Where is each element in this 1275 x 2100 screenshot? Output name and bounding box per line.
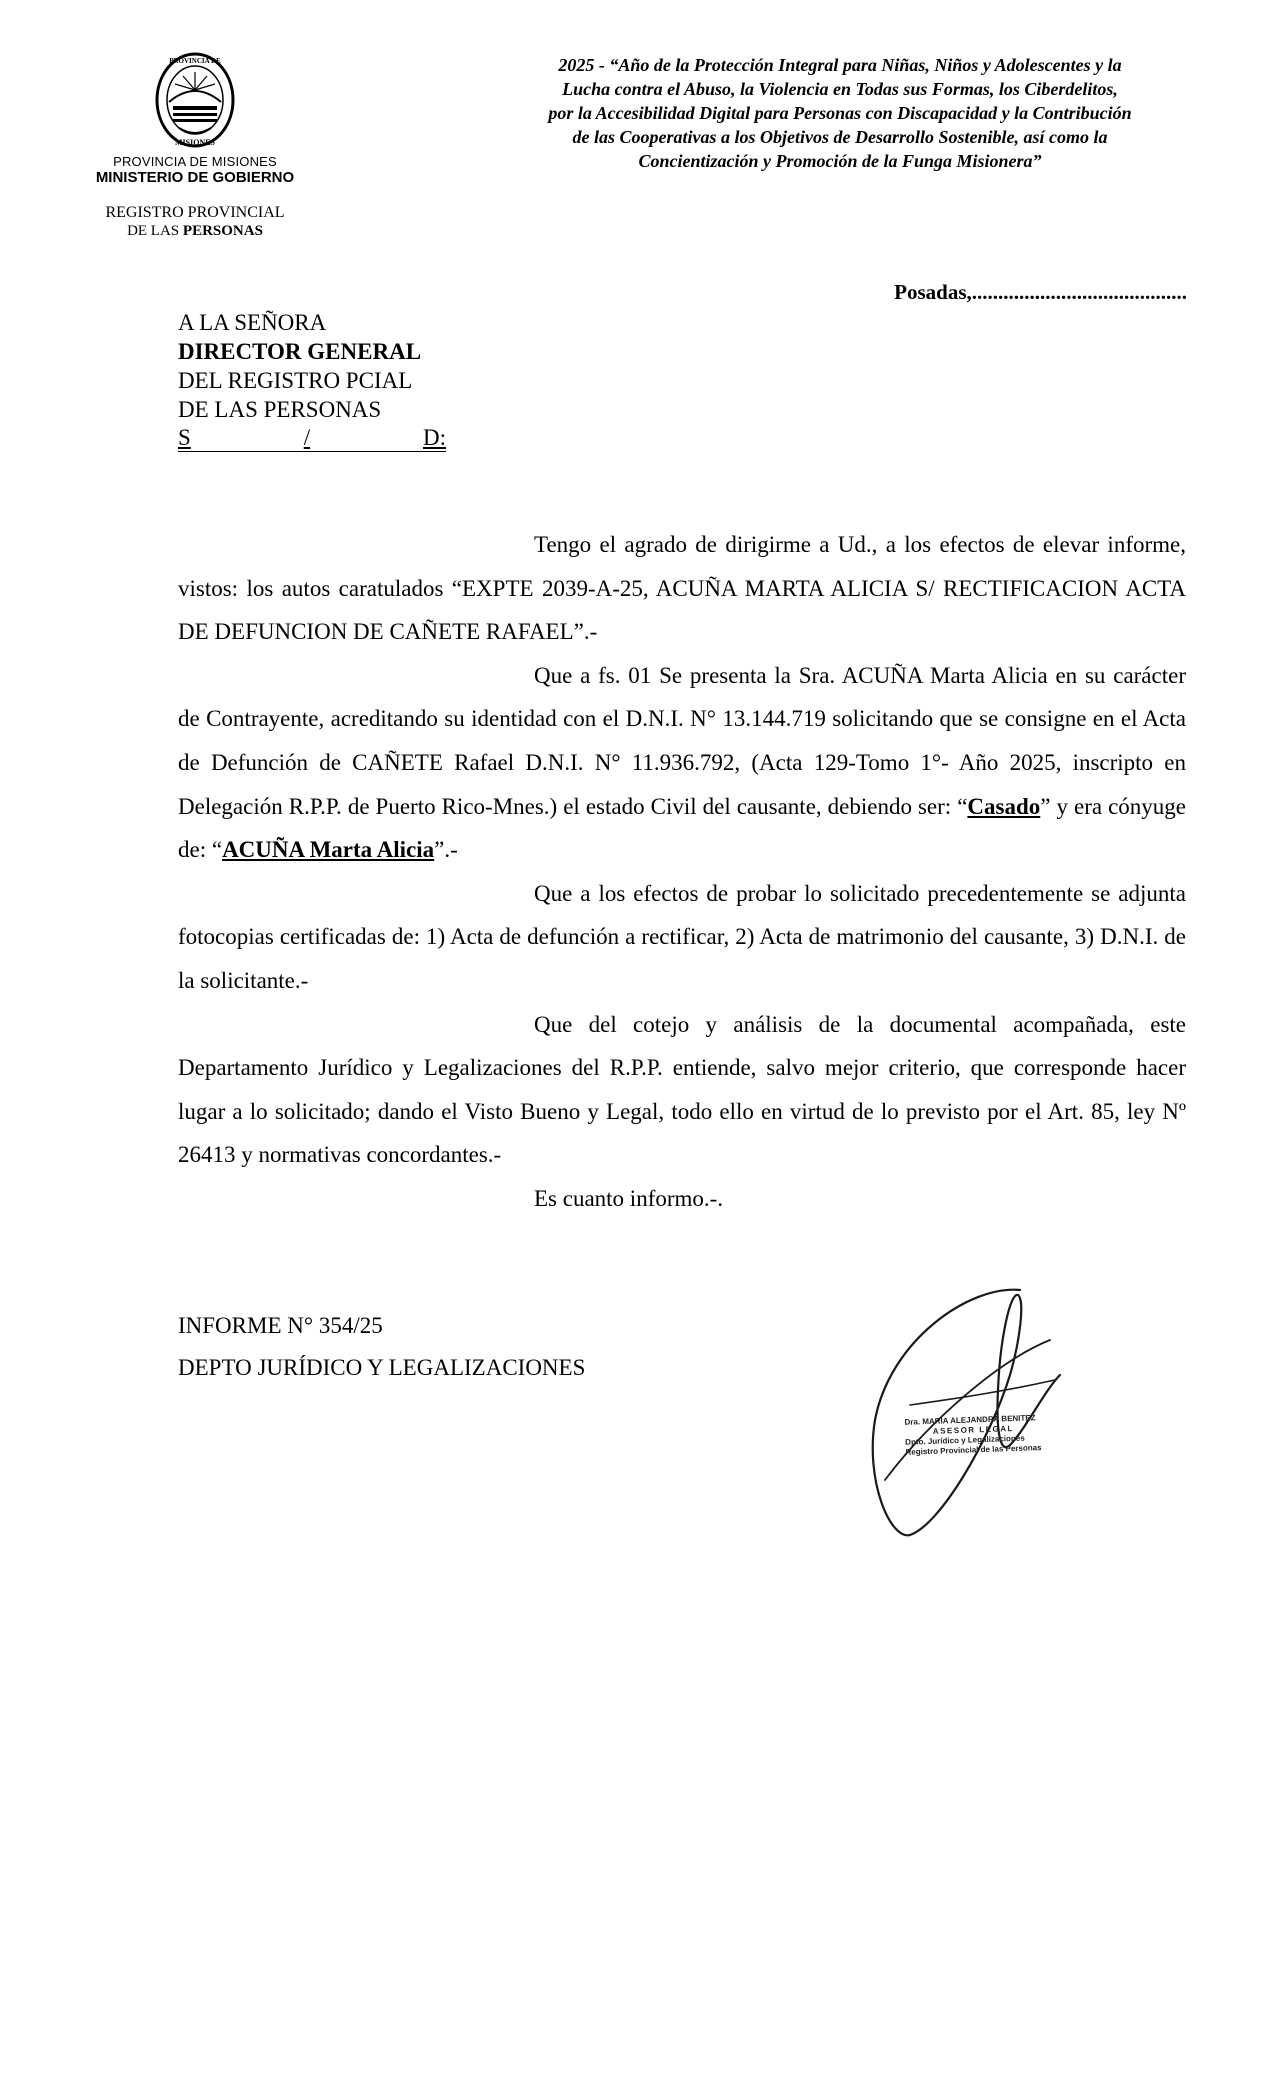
sd-slash: / (303, 425, 311, 450)
department-name: DEPTO JURÍDICO Y LEGALIZACIONES (178, 1355, 586, 1380)
motto-line: Concientización y Promoción de la Funga Misionera” (638, 151, 1042, 171)
year-motto (480, 53, 1200, 173)
provincial-coat-of-arms-icon (149, 50, 241, 150)
province-name: PROVINCIA DE MISIONES (113, 154, 277, 169)
legal-advisor-stamp (904, 1412, 1065, 1458)
stamp-line4: Registro Provincial de las Personas (905, 1443, 1042, 1457)
p2-spouse-name: ACUÑA Marta Alicia (222, 837, 435, 863)
body-paragraph-2 (178, 654, 1186, 872)
body-paragraph-5: Es cuanto informo.-. (534, 1185, 724, 1211)
motto-line: Lucha contra el Abuso, la Violencia en Todas sus Formas, los Ciberdelitos, (562, 79, 1118, 99)
motto-line: 2025 - “Año de la Protección Integral para Niñas, Niños y Adolescentes y la (558, 55, 1122, 75)
stamp-line2: ASESOR LEGAL (932, 1423, 1015, 1436)
p2-text-c: ”.- (434, 837, 458, 863)
addressee-block (178, 308, 446, 452)
p2-text-b: ” y era cónyuge de: “ (178, 793, 1186, 863)
letter-body (178, 523, 1186, 1221)
sd-s: S (178, 425, 191, 450)
addressee-line1: A LA SEÑORA (178, 310, 327, 335)
stamp-line3: Dpto. Jurídico y Legalizaciones (905, 1433, 1025, 1447)
place-date-line: Posadas,......................................... (894, 280, 1187, 304)
body-paragraph-3: Que a los efectos de probar lo solicitado precedentemente se adjunta fotocopias certificadas de: 1) Acta de defunción a rectificar, 2) Acta de matrimonio del causante, 3) D.N.I. de la solicitante.- (178, 880, 1186, 993)
registry-name-line2 (70, 222, 320, 241)
p2-casado: Casado (967, 793, 1041, 819)
emblem-bottom-text: MISIONES (174, 138, 216, 147)
addressee-line3: DEL REGISTRO PCIAL (178, 368, 413, 393)
ministry-name: MINISTERIO DE GOBIERNO (95, 169, 295, 186)
body-paragraph-4: Que del cotejo y análisis de la documental acompañada, este Departamento Jurídico y Legalizaciones del R.P.P. entiende, salvo mejor criterio, que corresponde hacer lugar a lo solicitado; dando el Visto Bueno y Legal, todo ello en virtud de lo previsto por el Art. 85, ley Nº 26413 y normativas concordantes.- (178, 1011, 1186, 1168)
sd-d: D: (423, 425, 446, 450)
motto-line: por la Accesibilidad Digital para Personas con Discapacidad y la Contribución (548, 103, 1132, 123)
su-despacho-line (178, 424, 446, 452)
addressee-line2: DIRECTOR GENERAL (178, 339, 422, 364)
ministry-letterhead (70, 50, 320, 241)
motto-line: de las Cooperativas a los Objetivos de Desarrollo Sostenible, así como la (572, 127, 1108, 147)
p2-text-a: Que a fs. 01 Se presenta la Sra. ACUÑA Marta Alicia en su carácter de Contrayente, acreditando su identidad con el D.N.I. N° 13.144.719 solicitando que se consigne en el Acta de Defunción de CAÑETE Rafael D.N.I. N° 11.936.792, (Acta 129-Tomo 1°- Año 2025, inscripto en Delegación R.P.P. de Puerto Rico-Mnes.) el estado Civil del causante, debiendo ser: “ (178, 662, 1186, 819)
report-footer (178, 1305, 585, 1389)
registry-line2-prefix: DE LAS (127, 223, 180, 239)
emblem-top-text: PROVINCIA DE (169, 57, 221, 65)
addressee-line4: DE LAS PERSONAS (178, 397, 382, 422)
body-paragraph-1: Tengo el agrado de dirigirme a Ud., a los efectos de elevar informe, vistos: los autos caratulados “EXPTE 2039-A-25, ACUÑA MARTA ALICIA S/ RECTIFICACION ACTA DE DEFUNCION DE CAÑETE RAFAEL”.- (178, 532, 1186, 645)
registry-name-line1: REGISTRO PROVINCIAL (105, 204, 285, 221)
signature-block (850, 1280, 1080, 1550)
registry-line2-bold: PERSONAS (182, 223, 263, 239)
report-number: INFORME N° 354/25 (178, 1313, 383, 1338)
stamp-line1: Dra. MARIA ALEJANDRA BENITEZ (904, 1413, 1036, 1427)
